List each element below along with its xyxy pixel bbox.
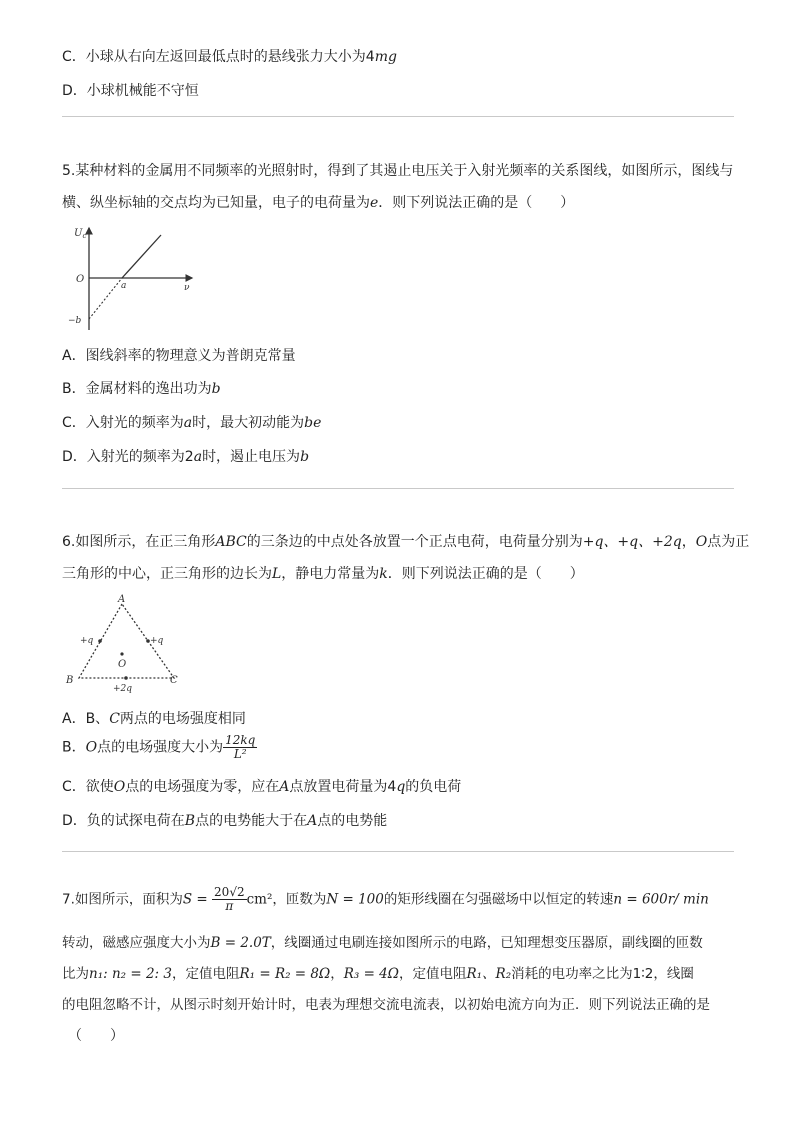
stem-text: ，定值电阻 (398, 966, 467, 982)
math-var: B (184, 813, 196, 829)
stem-text: 6.如图所示，在正三角形 (62, 534, 216, 550)
stem-text: 转动，磁感应强度大小为 (62, 935, 211, 951)
q5-graph-figure (66, 222, 206, 334)
math-var: b (211, 381, 221, 397)
math-r1r2: R₁、R₂ (466, 966, 512, 982)
math-field: B = 2.0T (210, 935, 271, 951)
option-text: 负的试探电荷在 (86, 813, 185, 829)
math-var: L (272, 566, 282, 582)
math-speed: n = 600r/ min (613, 891, 709, 908)
math-var: O (695, 534, 708, 550)
option-text: 点的电场强度为零，应在 (125, 779, 280, 795)
option-text: 的负电荷 (405, 779, 462, 795)
stem-text: 横、纵坐标轴的交点均为已知量，电子的电荷量为 (62, 195, 370, 211)
fraction-12kq-over-L2 (223, 734, 257, 761)
vertex-b-label: B (66, 675, 74, 686)
q4-option-d (62, 80, 199, 100)
q5-option-c (62, 412, 321, 432)
fraction-numerator: 20√2 (214, 885, 245, 899)
q6-option-d (62, 810, 387, 830)
math-var: e (370, 195, 379, 211)
math-charges: +q、+q、+2q (582, 534, 682, 550)
math-var: O (113, 779, 126, 795)
separator (62, 488, 734, 489)
math-area-lhs: S = (182, 891, 208, 908)
option-label: D． (62, 813, 87, 829)
q7-stem-line1 (62, 886, 709, 913)
q6-option-b (62, 734, 257, 761)
option-text: 点的电场强度大小为 (97, 739, 224, 756)
math-var: q (396, 779, 406, 795)
option-text: 入射光的频率为 (85, 415, 184, 431)
stem-text: ，定值电阻 (171, 966, 240, 982)
option-text: 点的电势能大于在 (195, 813, 308, 829)
q5-option-b (62, 378, 221, 398)
math-turns: N = 100 (326, 891, 384, 908)
math-var: ABC (215, 534, 247, 550)
q7-stem-line5: （ ） (68, 1028, 124, 1044)
option-label: D． (62, 449, 87, 465)
math-var: O (85, 739, 98, 756)
separator (62, 851, 734, 852)
option-text: 时，遏止电压为 (202, 449, 301, 465)
math-var: A (307, 813, 318, 829)
stem-text: 的矩形线圈在匀强磁场中以恒定的转速 (383, 891, 614, 908)
math-var: b (300, 449, 310, 465)
option-text: 金属材料的逸出功为 (85, 381, 212, 397)
math-var: a (193, 449, 203, 465)
option-text: 时，最大初动能为 (192, 415, 305, 431)
q6-stem-line2 (62, 563, 584, 583)
stem-text: 三角形的中心，正三角形的边长为 (62, 566, 272, 582)
charge-dot-bottom (124, 676, 128, 680)
math-ratio: n₁: n₂ = 2: 3 (89, 966, 172, 982)
area-fraction (212, 886, 247, 913)
stem-text: ．则下列说法正确的是（ ） (387, 566, 584, 582)
fraction-numerator: 12kq (225, 733, 256, 747)
stem-text: ，线圈通过电刷连接如图所示的电路，已知理想变压器原，副线圈的匝数 (270, 935, 703, 951)
area-unit: cm² (246, 891, 273, 908)
option-label: A． (62, 348, 86, 364)
option-text: 点放置电荷量为4 (289, 779, 397, 795)
option-label: C． (62, 415, 86, 431)
math-var: mg (374, 49, 397, 65)
stem-text: ，静电力常量为 (281, 566, 380, 582)
option-label: B． (62, 739, 86, 756)
math-var: A (279, 779, 290, 795)
q6-option-c (62, 776, 461, 796)
stem-text: 7.如图所示，面积为 (62, 891, 183, 908)
extrapolated-line (89, 278, 122, 319)
vertex-c-label: C (170, 675, 178, 686)
math-r3: R₃ = 4Ω (343, 966, 399, 982)
charge-label-right: +q (150, 636, 164, 646)
center-dot (120, 652, 123, 655)
fraction-denominator: π (225, 899, 234, 914)
math-r12: R₁ = R₂ = 8Ω (239, 966, 331, 982)
q7-stem-line3 (62, 962, 694, 982)
option-text: 入射光的频率为2 (86, 449, 194, 465)
q6-stem-line1 (62, 531, 749, 551)
option-text: 两点的电场强度相同 (119, 711, 246, 727)
option-label: D． (62, 83, 87, 99)
q6-option-a (62, 708, 246, 728)
option-text: 小球机械能不守恒 (86, 83, 199, 99)
x-intercept-label: a (121, 281, 127, 291)
stem-text: 的三条边的中点处各放置一个正点电荷，电荷量分别为 (246, 534, 583, 550)
q5-stem-line1: 5.某种材料的金属用不同频率的光照射时，得到了其遏止电压关于入射光频率的关系图线，如图所示，图线与 (62, 163, 734, 179)
q5-stem-line2 (62, 192, 574, 212)
option-text: 小球从右向左返回最低点时的悬线张力大小为4 (85, 49, 375, 65)
origin-label: O (76, 274, 85, 285)
charge-label-bottom: +2q (113, 684, 133, 694)
x-axis-label: ν (184, 283, 190, 293)
stem-text: 点为正 (707, 534, 750, 550)
charge-label-left: +q (80, 636, 94, 646)
math-var: C (109, 711, 120, 727)
stem-text: 消耗的电功率之比为1∶2，线圈 (511, 966, 694, 982)
y-axis-label: $U_c$ (74, 228, 87, 240)
option-text: 欲使 (85, 779, 114, 795)
charge-dot-left (98, 639, 102, 643)
center-o-label: O (118, 659, 127, 670)
math-var: be (304, 415, 322, 431)
option-text: 点的电势能 (317, 813, 388, 829)
option-text: 图线斜率的物理意义为普朗克常量 (85, 348, 296, 364)
option-label: C． (62, 49, 86, 65)
stem-text: ， (681, 534, 696, 550)
y-intercept-label: −b (68, 316, 82, 326)
option-label: C． (62, 779, 86, 795)
q4-option-c (62, 46, 397, 66)
fraction-denominator: L² (233, 747, 247, 762)
math-var: k (379, 566, 388, 582)
stem-text: 比为 (62, 966, 89, 982)
q5-option-d (62, 446, 309, 466)
math-var: a (183, 415, 193, 431)
option-label: B． (62, 381, 86, 397)
q6-triangle-figure (62, 592, 192, 696)
q7-stem-line4: 的电阻忽略不计，从图示时刻开始计时，电表为理想交流电流表，以初始电流方向为正．则下列说法正确的是 (62, 997, 710, 1013)
vertex-a-label: A (118, 594, 126, 605)
stem-text: ， (330, 966, 344, 982)
q5-option-a (62, 345, 296, 365)
graph-line (122, 235, 161, 278)
option-label: A． (62, 711, 86, 727)
option-text: B、 (85, 711, 110, 727)
q7-stem-line2 (62, 931, 703, 951)
separator (62, 116, 734, 117)
stem-text: ，匝数为 (272, 891, 327, 908)
stem-text: ．则下列说法正确的是（ ） (378, 195, 575, 211)
